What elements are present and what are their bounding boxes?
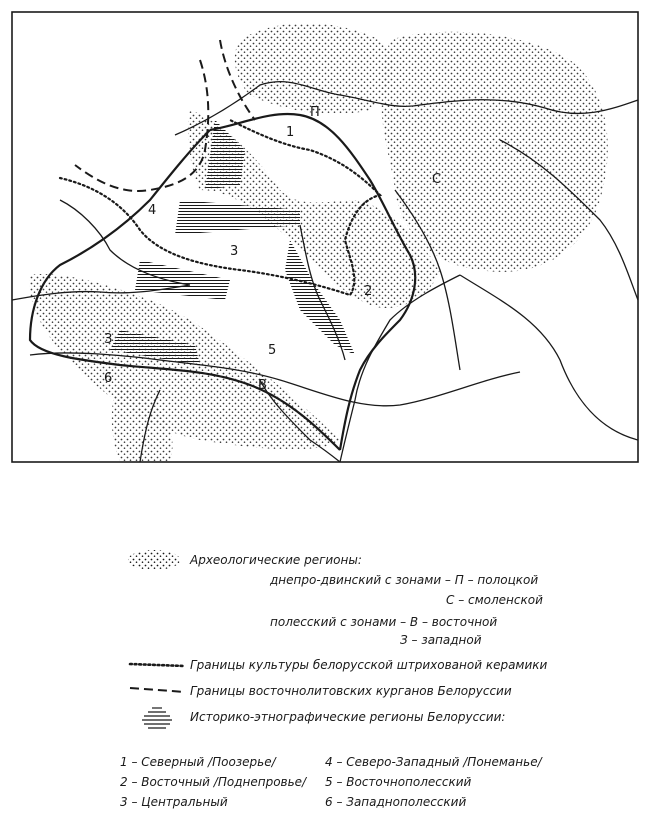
legend-symbols — [128, 550, 185, 728]
zone-label-polotsk: П — [310, 105, 320, 120]
legend-hatched-label: Историко-этнографические регионы Белоруссии: — [190, 710, 506, 724]
legend-region-5: 5 – Восточнополесский — [325, 775, 472, 789]
legend-region-4: 4 – Северо-Западный /Понеманье/ — [325, 755, 542, 769]
zone-label-smolensk: С — [432, 172, 442, 187]
legend-dashed-label: Границы восточнолитовских курганов Белоруссии — [190, 684, 512, 698]
legend-dashed-line — [130, 688, 185, 692]
zone-label-west: З — [104, 332, 113, 347]
legend-poles-line: полесский с зонами – В – восточной — [270, 615, 498, 629]
legend-dnepr-sub: С – смоленской — [446, 593, 543, 607]
legend-region-2: 2 – Восточный /Поднепровье/ — [120, 775, 307, 789]
legend-hatch-symbol — [142, 708, 172, 728]
region-label-2: 2 — [364, 284, 373, 299]
legend-arch-title: Археологические регионы: — [190, 553, 362, 567]
legend-poles-sub: З – западной — [400, 633, 482, 647]
region-label-1: 1 — [286, 125, 295, 140]
region-label-6: 6 — [104, 371, 113, 386]
legend-region-6: 6 – Западнополесский — [325, 795, 467, 809]
legend-dotted-label: Границы культуры белорусской штрихованой керамики — [190, 658, 548, 672]
archaeological-zones — [29, 23, 607, 462]
legend-region-3: 3 – Центральный — [120, 795, 228, 809]
zone-smolensk — [381, 32, 607, 272]
zone-label-east: В — [258, 378, 267, 393]
legend-dnepr-line: днепро-двинский с зонами – П – полоцкой — [270, 573, 539, 587]
region-label-4: 4 — [148, 203, 157, 218]
legend-dotted-line — [130, 664, 185, 666]
legend-dots-symbol — [128, 550, 180, 570]
legend-region-1: 1 – Северный /Поозерье/ — [120, 755, 276, 769]
region-label-5: 5 — [268, 343, 277, 358]
river-desna — [460, 275, 638, 440]
region-label-3: 3 — [230, 244, 239, 259]
